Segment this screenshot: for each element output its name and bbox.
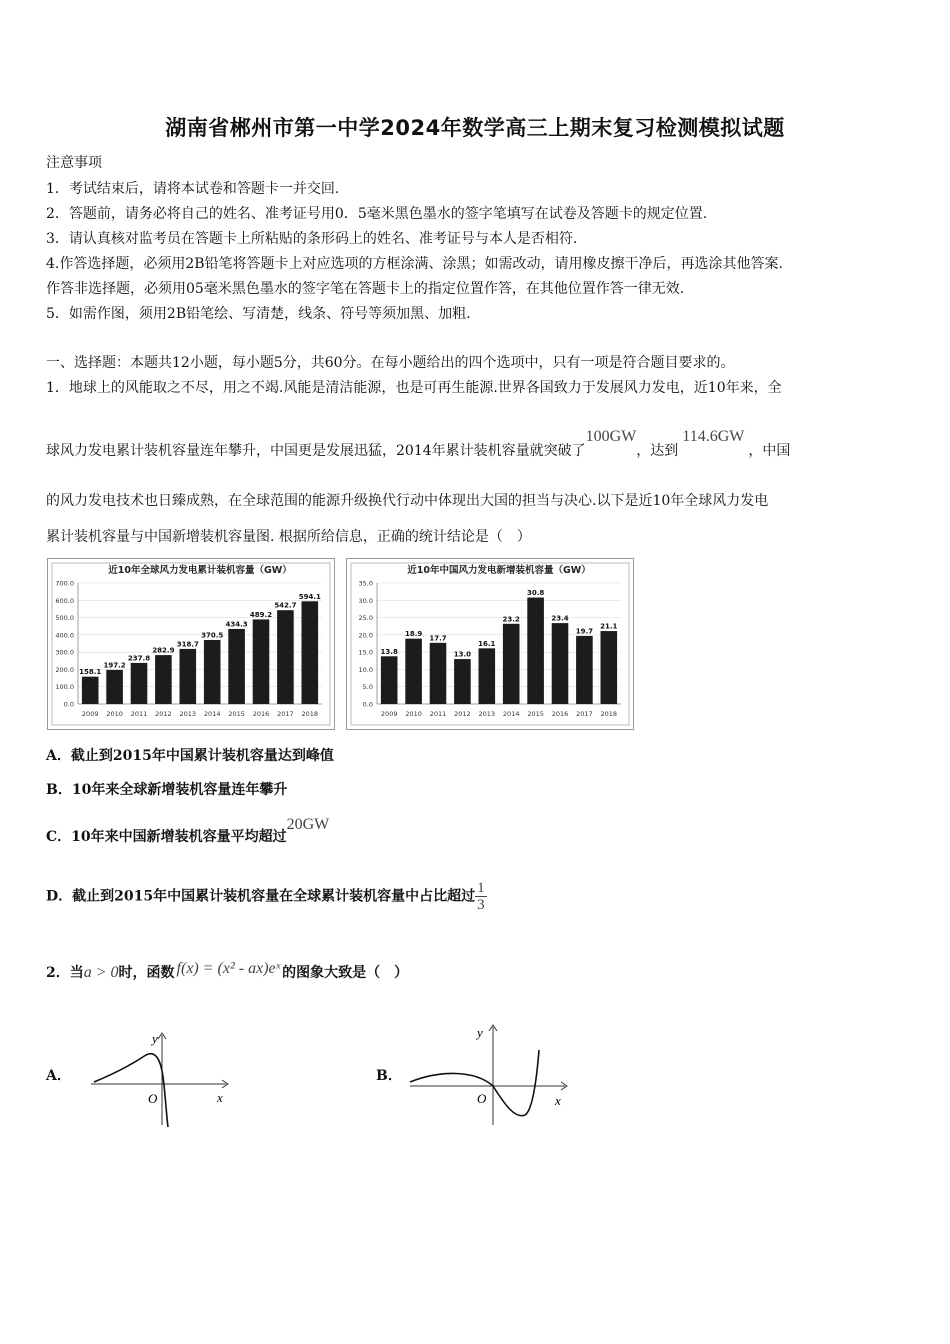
- y-tick-label: 10.0: [358, 665, 373, 674]
- notice-heading: 注意事项: [46, 155, 102, 171]
- notice-item: 4.作答选择题，必须用2B铅笔将答题卡上对应选项的方框涂满、涂黑；如需改动，请用橡皮擦干净后，再选涂其他答案.: [46, 256, 783, 272]
- data-label: 594.1: [298, 592, 321, 601]
- x-tick-label: 2011: [130, 710, 148, 718]
- bar: [180, 649, 197, 704]
- section-heading: 一、选择题：本题共12小题，每小题5分，共60分。在每小题给出的四个选项中，只有一项是符合题目要求的。: [46, 355, 735, 371]
- bar: [155, 655, 172, 704]
- bar: [277, 610, 294, 704]
- q1-option-b: B．10年来全球新增装机容量连年攀升: [46, 782, 288, 798]
- x-tick-label: 2017: [277, 710, 294, 718]
- q2-stem: [46, 962, 408, 982]
- y-tick-label: 35.0: [358, 579, 373, 588]
- y-tick-label: 0.0: [63, 700, 74, 709]
- q1-option-d: [46, 880, 487, 913]
- fraction-one-third: $\frac{1}{3}$: [477, 880, 485, 913]
- data-label: 13.8: [380, 647, 398, 656]
- bar: [228, 629, 245, 704]
- q2-suffix: 的图象大致是（ ）: [282, 965, 409, 981]
- x-tick-label: 2014: [502, 710, 520, 718]
- x-tick-label: 2012: [155, 710, 172, 718]
- bar: [204, 640, 221, 704]
- y-tick-label: 300.0: [55, 648, 74, 657]
- data-label: 158.1: [79, 668, 102, 677]
- x-tick-label: 2011: [429, 710, 447, 718]
- data-label: 13.0: [453, 650, 472, 659]
- data-label: 16.1: [478, 639, 496, 648]
- chart-title: 近10年中国风力发电新增装机容量（GW）: [407, 565, 591, 576]
- q2-function: f(x) = (x² - ax)eˣ: [176, 960, 281, 977]
- bar: [253, 619, 270, 704]
- data-label: 434.3: [225, 620, 248, 629]
- q1-line2b: ，达到: [636, 443, 679, 459]
- q1-line2a: 球风力发电累计装机容量连年攀升，中国更是发展迅猛，2014年累计装机容量就突破了: [46, 443, 586, 459]
- bar: [552, 623, 569, 704]
- notice-item: 3．请认真核对监考员在答题卡上所粘贴的条形码上的姓名、准考证号与本人是否相符.: [46, 231, 578, 247]
- q1-option-c: [46, 816, 330, 846]
- y-tick-label: 15.0: [358, 648, 373, 657]
- chart-china-new: [346, 558, 634, 730]
- bar: [454, 659, 471, 704]
- y-label: y: [152, 1031, 158, 1046]
- y-tick-label: 0.0: [362, 700, 373, 709]
- page-title: 湖南省郴州市第一中学2024年数学高三上期末复习检测模拟试题: [165, 116, 785, 140]
- x-label: x: [217, 1090, 223, 1105]
- data-label: 23.4: [551, 614, 569, 623]
- x-label: x: [555, 1093, 561, 1108]
- data-label: 23.2: [502, 615, 520, 624]
- notice-item: 2．答题前，请务必将自己的姓名、准考证号用0．5毫米黑色墨水的签字笔填写在试卷及答题卡的规定位置.: [46, 206, 708, 222]
- x-tick-label: 2018: [600, 710, 618, 718]
- y-tick-label: 400.0: [55, 631, 74, 640]
- chart-global-cumulative: [47, 558, 335, 730]
- q1-option-d-text: D．截止到2015年中国累计装机容量在全球累计装机容量中占比超过: [46, 888, 476, 905]
- x-tick-label: 2018: [301, 710, 319, 718]
- bar: [82, 677, 99, 704]
- bar: [405, 639, 422, 704]
- y-tick-label: 600.0: [55, 596, 74, 605]
- notice-item: 作答非选择题，必须用05毫米黑色墨水的签字笔在答题卡上的指定位置作答，在其他位置作答一律无效.: [46, 281, 685, 297]
- bar: [527, 598, 544, 704]
- x-tick-label: 2009: [81, 710, 99, 718]
- data-label: 197.2: [103, 661, 126, 670]
- y-tick-label: 30.0: [358, 596, 373, 605]
- x-tick-label: 2016: [551, 710, 569, 718]
- q2-condition: a > 0: [83, 964, 119, 981]
- y-tick-label: 700.0: [55, 579, 74, 588]
- graph-option-a: [86, 1025, 236, 1130]
- notice-item: 5．如需作图，须用2B铅笔绘、写清楚，线条、符号等须加黑、加粗.: [46, 306, 471, 322]
- x-tick-label: 2009: [380, 710, 398, 718]
- data-label: 18.9: [404, 630, 423, 639]
- y-tick-label: 25.0: [358, 614, 373, 623]
- y-tick-label: 20.0: [358, 631, 373, 640]
- data-label: 489.2: [249, 610, 273, 619]
- x-tick-label: 2015: [228, 710, 245, 718]
- notice-item: 1．考试结束后，请将本试卷和答题卡一并交回.: [46, 181, 340, 197]
- x-tick-label: 2015: [527, 710, 544, 718]
- y-tick-label: 5.0: [362, 683, 373, 692]
- q2-prefix: 2．当: [46, 965, 84, 981]
- chart-title: 近10年全球风力发电累计装机容量（GW）: [108, 565, 292, 576]
- data-label: 19.7: [575, 627, 594, 636]
- bar: [503, 624, 520, 704]
- bar: [576, 636, 593, 704]
- curve-b: [410, 1050, 539, 1116]
- origin-label: O: [477, 1091, 487, 1106]
- math-100gw: 100GW: [585, 428, 637, 445]
- math-114gw: 114.6GW: [682, 428, 745, 445]
- origin-label: O: [148, 1091, 158, 1106]
- x-tick-label: 2014: [203, 710, 221, 718]
- q2-option-a-label: A．: [46, 1068, 71, 1084]
- bar: [479, 648, 496, 704]
- q2-option-b-label: B．: [376, 1068, 402, 1084]
- q1-option-c-text: C．10年来中国新增装机容量平均超过: [46, 829, 287, 845]
- q1-line4: 累计装机容量与中国新增装机容量图. 根据所给信息，正确的统计结论是（ ）: [46, 529, 531, 545]
- chart-china-svg: [347, 559, 633, 729]
- x-tick-label: 2016: [252, 710, 270, 718]
- x-tick-label: 2013: [478, 710, 496, 718]
- bar: [302, 601, 319, 704]
- y-label: y: [477, 1025, 483, 1040]
- q1-line2c: ，中国: [748, 443, 791, 459]
- q2-mid: 时，函数: [118, 965, 175, 981]
- data-label: 370.5: [201, 631, 224, 640]
- data-label: 318.7: [176, 640, 199, 649]
- q1-line1: 1．地球上的风能取之不尽，用之不竭.风能是清洁能源，也是可再生能源.世界各国致力于发展风力发电，近10年来，全: [46, 380, 782, 396]
- data-label: 237.8: [127, 654, 151, 663]
- bar: [601, 631, 618, 704]
- math-20gw: 20GW: [286, 816, 330, 833]
- data-label: 17.7: [429, 634, 447, 643]
- y-tick-label: 200.0: [55, 665, 74, 674]
- bar: [430, 643, 447, 704]
- x-tick-label: 2012: [454, 710, 471, 718]
- y-tick-label: 100.0: [55, 683, 74, 692]
- q1-option-a: A．截止到2015年中国累计装机容量达到峰值: [46, 748, 334, 764]
- bar: [381, 656, 398, 704]
- graph-option-b: [405, 1015, 570, 1130]
- data-label: 21.1: [600, 622, 618, 631]
- q1-line3: 的风力发电技术也日臻成熟，在全球范围的能源升级换代行动中体现出大国的担当与决心.以下是近10年全球风力发电: [46, 493, 769, 509]
- q1-line2: [46, 428, 791, 460]
- chart-global-svg: [48, 559, 334, 729]
- data-label: 282.9: [152, 646, 175, 655]
- x-tick-label: 2010: [405, 710, 422, 718]
- data-label: 30.8: [526, 589, 545, 598]
- bar: [106, 670, 123, 704]
- x-tick-label: 2010: [106, 710, 123, 718]
- bar: [131, 663, 148, 704]
- x-tick-label: 2017: [576, 710, 593, 718]
- data-label: 542.7: [274, 601, 297, 610]
- x-tick-label: 2013: [179, 710, 197, 718]
- y-tick-label: 500.0: [55, 614, 74, 623]
